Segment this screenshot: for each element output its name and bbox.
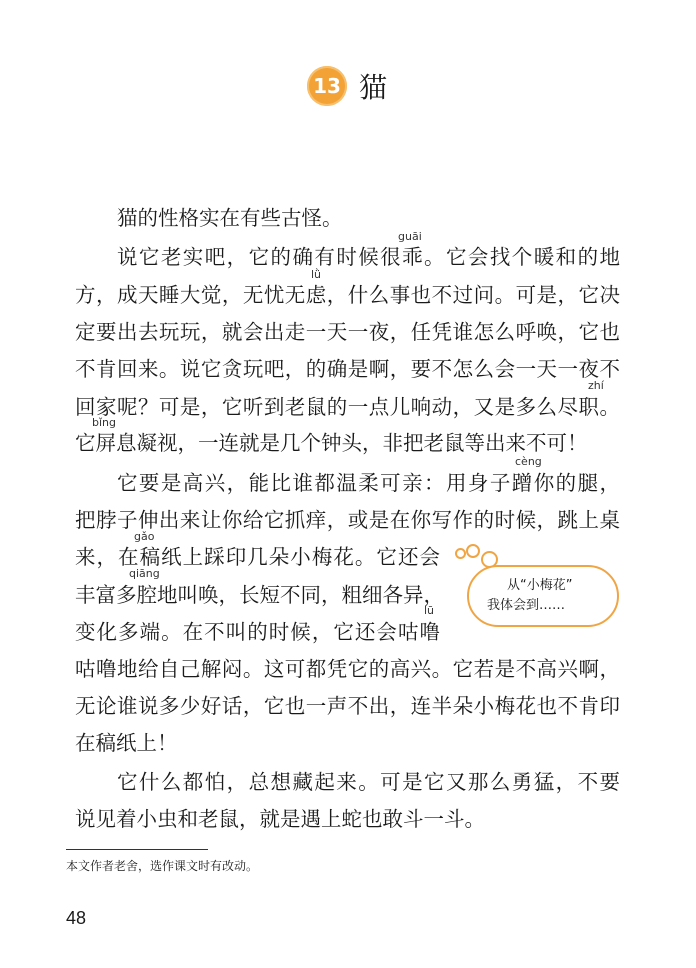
pinyin-annotation: lǜ [311,268,322,281]
text-line: 它什么都怕，总想藏起来。可是它又那么勇猛，不要 [117,770,620,794]
bubble-dot-medium [466,544,480,558]
text-line: 在稿纸上！ [75,731,178,755]
text-line: 不肯回来。说它贪玩吧，的确是啊，要不怎么会一天一夜不 [75,357,620,381]
lesson-number-badge: 13 [307,66,347,106]
pinyin-annotation: guāi [398,230,422,243]
lesson-title: 猫 [358,71,389,104]
pinyin-annotation: gǎo [134,530,155,543]
bubble-dot-small [455,548,466,559]
text-line: 说见着小虫和老鼠，就是遇上蛇也敢斗一斗。 [75,807,485,831]
pinyin-annotation: qiāng [129,567,160,580]
footnote-divider [66,849,208,850]
text-line: 回家呢？可是，它听到老鼠的一点儿响动，又是多么尽职。 [75,395,620,419]
pinyin-annotation: zhí [588,379,604,392]
thought-bubble-line-1: 从“小梅花” [507,578,573,593]
text-line: 它屏息凝视，一连就是几个钟头，非把老鼠等出来不可！ [75,431,588,455]
text-line: 它要是高兴，能比谁都温柔可亲：用身子蹭你的腿， [117,471,620,495]
text-line: 变化多端。在不叫的时候，它还会咕噜 [75,620,440,644]
text-line: 说它老实吧，它的确有时候很乖。它会找个暖和的地 [117,245,620,269]
footnote: 本文作者老舍，选作课文时有改动。 [66,859,259,873]
text-line: 把脖子伸出来让你给它抓痒，或是在你写作的时候，跳上桌 [75,508,620,532]
pinyin-annotation: bǐng [92,416,116,429]
text-line: 无论谁说多少好话，它也一声不出，连半朵小梅花也不肯印 [75,694,620,718]
page-number: 48 [66,908,87,928]
text-line: 定要出去玩玩，就会出走一天一夜，任凭谁怎么呼唤，它也 [75,320,620,344]
pinyin-annotation: lū [424,604,435,617]
text-line: 咕噜地给自己解闷。这可都凭它的高兴。它若是不高兴啊， [75,657,620,681]
lesson-header [0,66,696,106]
text-line: 来，在稿纸上踩印几朵小梅花。它还会 [75,545,440,569]
pinyin-annotation: cèng [515,455,542,468]
thought-bubble-line-2: 我体会到…… [487,598,566,613]
text-line: 丰富多腔地叫唤，长短不同，粗细各异， [75,583,444,607]
text-line: 猫的性格实在有些古怪。 [117,206,343,230]
thought-bubble [467,565,619,627]
text-line: 方，成天睡大觉，无忧无虑，什么事也不过问。可是，它决 [75,283,620,307]
